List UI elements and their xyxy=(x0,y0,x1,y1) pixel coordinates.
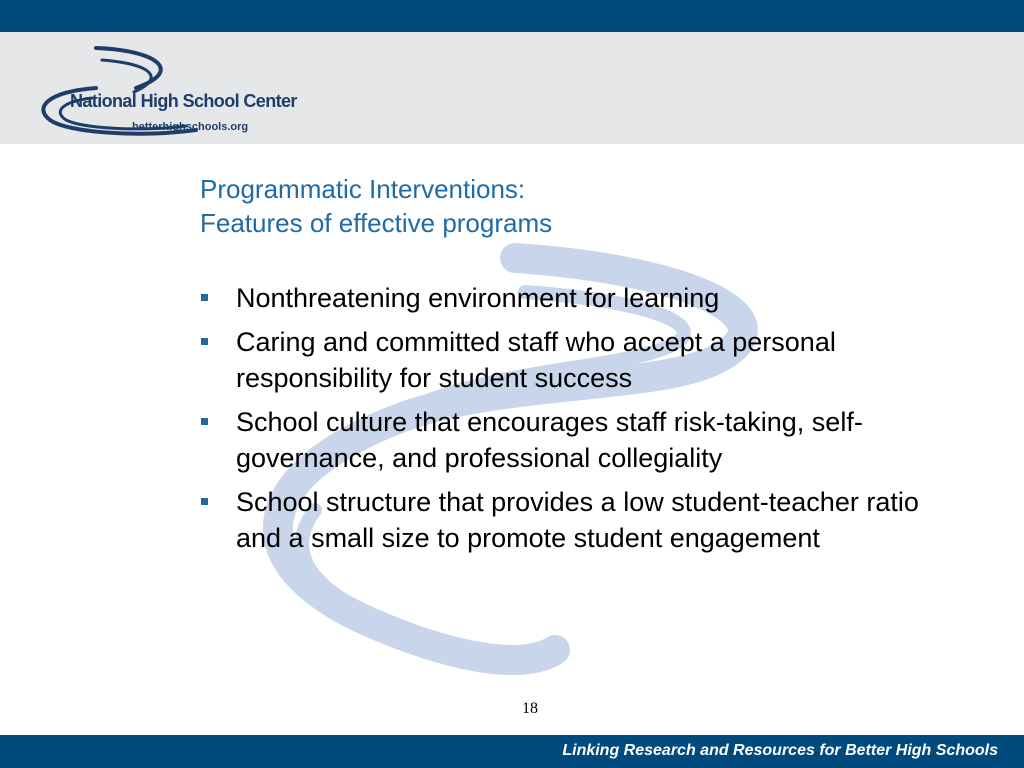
bullet-square-icon xyxy=(201,338,208,345)
page-number: 18 xyxy=(522,700,538,717)
bullet-item xyxy=(196,404,936,476)
slide-title-line-1: Programmatic Interventions: xyxy=(200,174,526,204)
logo-name: National High School Center xyxy=(70,91,297,111)
bullet-square-icon xyxy=(201,418,208,425)
bullet-item xyxy=(196,280,936,316)
bullet-item xyxy=(196,324,936,396)
bullet-square-icon xyxy=(201,294,208,301)
bullet-square-icon xyxy=(201,498,208,505)
logo-url: betterhighschools.org xyxy=(132,121,249,133)
footer-tagline: Linking Research and Resources for Better High Schools xyxy=(562,742,998,759)
bullet-text: Nonthreatening environment for learning xyxy=(236,283,720,313)
bottom-bar xyxy=(0,735,1024,768)
bullet-text: School culture that encourages staff risk-taking, self-governance, and professional collegiality xyxy=(236,407,863,473)
bullet-item xyxy=(196,484,936,556)
bullet-text: Caring and committed staff who accept a personal responsibility for student success xyxy=(236,327,836,393)
bullet-list xyxy=(196,280,936,564)
slide-title-line-2: Features of effective programs xyxy=(200,208,553,238)
bullet-text: School structure that provides a low student-teacher ratio and a small size to promote student engagement xyxy=(236,487,919,553)
slide-title xyxy=(200,172,552,240)
top-bar xyxy=(0,0,1024,32)
